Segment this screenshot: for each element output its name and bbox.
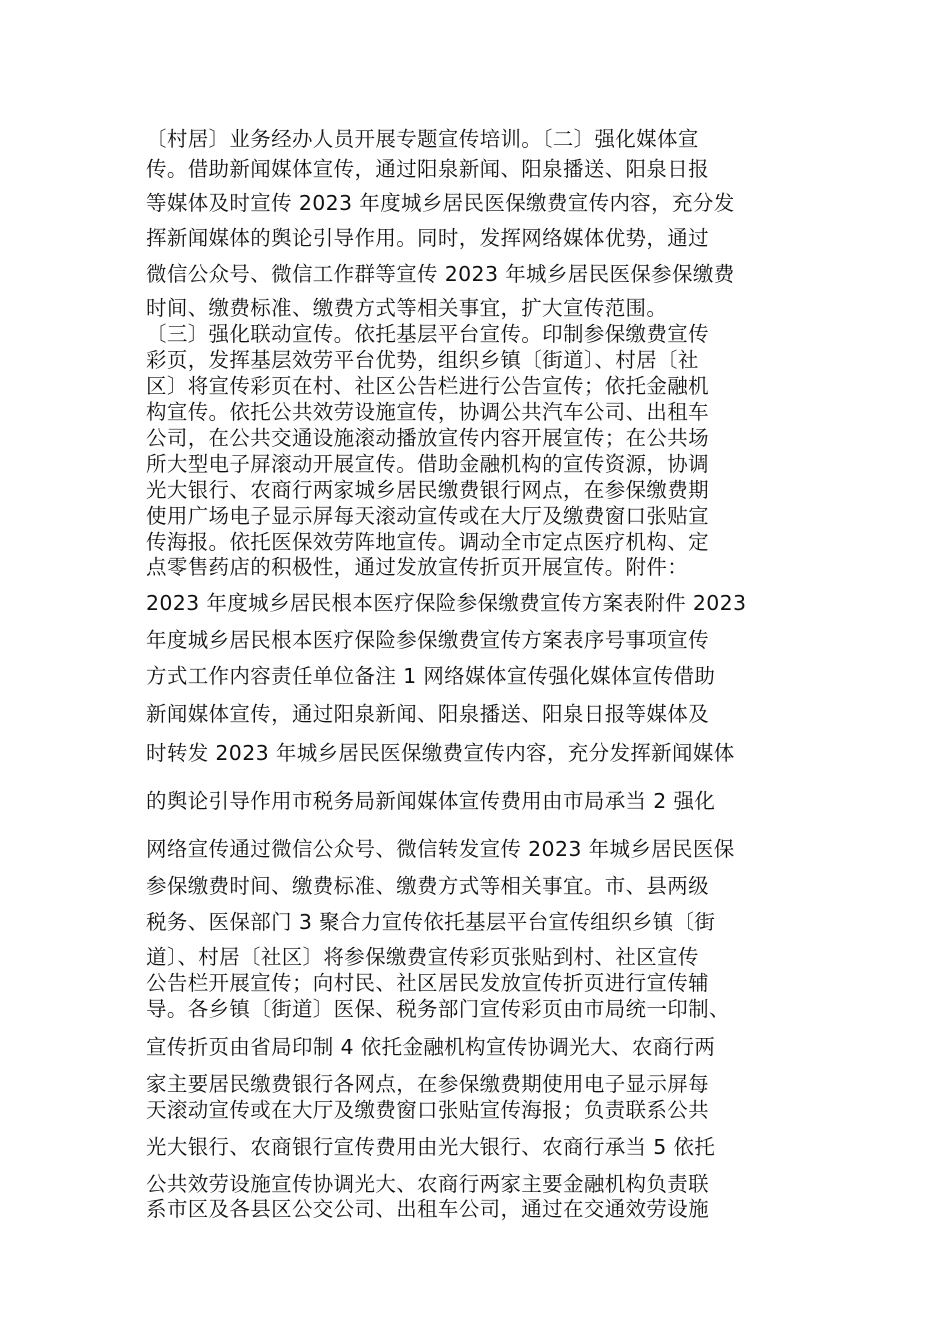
text-line: 天滚动宣传或在大厅及缴费窗口张贴宣传海报；负责联系公共 xyxy=(146,1098,709,1122)
text-line: 传海报。依托医保效劳阵地宣传。调动全市定点医疗机构、定 xyxy=(146,530,709,554)
text-line: 〔三〕强化联动宣传。依托基层平台宣传。印制参保缴费宣传 xyxy=(146,322,709,346)
text-line: 系市区及各县区公交公司、出租车公司，通过在交通效劳设施 xyxy=(146,1197,709,1221)
text-line: 年度城乡居民根本医疗保险参保缴费宣传方案表序号事项宣传 xyxy=(146,628,709,652)
text-line: 家主要居民缴费银行各网点，在参保缴费期使用电子显示屏每 xyxy=(146,1072,709,1096)
text-line: 挥新闻媒体的舆论引导作用。同时，发挥网络媒体优势，通过 xyxy=(146,226,709,250)
text-line: 彩页，发挥基层效劳平台优势，组织乡镇〔街道〕、村居〔社 xyxy=(146,348,699,372)
text-line: 构宣传。依托公共效劳设施宣传，协调公共汽车公司、出租车 xyxy=(146,400,709,424)
text-line: 时转发 2023 年城乡居民医保缴费宣传内容，充分发挥新闻媒体 xyxy=(146,741,735,765)
text-line: 使用广场电子显示屏每天滚动宣传或在大厅及缴费窗口张贴宣 xyxy=(146,504,709,528)
text-line: 网络宣传通过微信公众号、微信转发宣传 2023 年城乡居民医保 xyxy=(146,837,735,861)
text-line: 税务、医保部门 3 聚合力宣传依托基层平台宣传组织乡镇〔街 xyxy=(146,910,716,934)
text-line: 〔村居〕业务经办人员开展专题宣传培训。〔二〕强化媒体宣 xyxy=(146,127,699,151)
text-line: 微信公众号、微信工作群等宣传 2023 年城乡居民医保参保缴费 xyxy=(146,262,735,286)
text-line: 光大银行、农商行两家城乡居民缴费银行网点，在参保缴费期 xyxy=(146,478,709,502)
text-line: 2023 年度城乡居民根本医疗保险参保缴费宣传方案表附件 2023 xyxy=(146,591,747,615)
text-line: 公共效劳设施宣传协调光大、农商行两家主要金融机构负责联 xyxy=(146,1172,709,1196)
text-line: 点零售药店的积极性，通过发放宣传折页开展宣传。附件： xyxy=(146,555,689,579)
text-line: 等媒体及时宣传 2023 年度城乡居民医保缴费宣传内容，充分发 xyxy=(146,191,735,215)
text-line: 传。借助新闻媒体宣传，通过阳泉新闻、阳泉播送、阳泉日报 xyxy=(146,157,709,181)
text-line: 的舆论引导作用市税务局新闻媒体宣传费用由市局承当 2 强化 xyxy=(146,789,716,813)
text-line: 光大银行、农商银行宣传费用由光大银行、农商行承当 5 依托 xyxy=(146,1135,716,1159)
text-line: 参保缴费时间、缴费标准、缴费方式等相关事宜。市、县两级 xyxy=(146,874,709,898)
text-line: 所大型电子屏滚动开展宣传。借助金融机构的宣传资源，协调 xyxy=(146,452,709,476)
text-line: 区〕将宣传彩页在村、社区公告栏进行公告宣传；依托金融机 xyxy=(146,374,709,398)
text-line: 宣传折页由省局印制 4 依托金融机构宣传协调光大、农商行两 xyxy=(146,1035,716,1059)
text-line: 公告栏开展宣传；向村民、社区居民发放宣传折页进行宣传辅 xyxy=(146,971,709,995)
text-line: 方式工作内容责任单位备注 1 网络媒体宣传强化媒体宣传借助 xyxy=(146,664,716,688)
text-line: 道〕、村居〔社区〕将参保缴费宣传彩页张贴到村、社区宣传 xyxy=(146,945,699,969)
text-line: 导。各乡镇〔街道〕医保、税务部门宣传彩页由市局统一印制、 xyxy=(146,997,730,1021)
text-line: 新闻媒体宣传，通过阳泉新闻、阳泉播送、阳泉日报等媒体及 xyxy=(146,702,709,726)
text-line: 公司，在公共交通设施滚动播放宣传内容开展宣传；在公共场 xyxy=(146,426,709,450)
text-line: 时间、缴费标准、缴费方式等相关事宜，扩大宣传范围。 xyxy=(146,296,668,320)
